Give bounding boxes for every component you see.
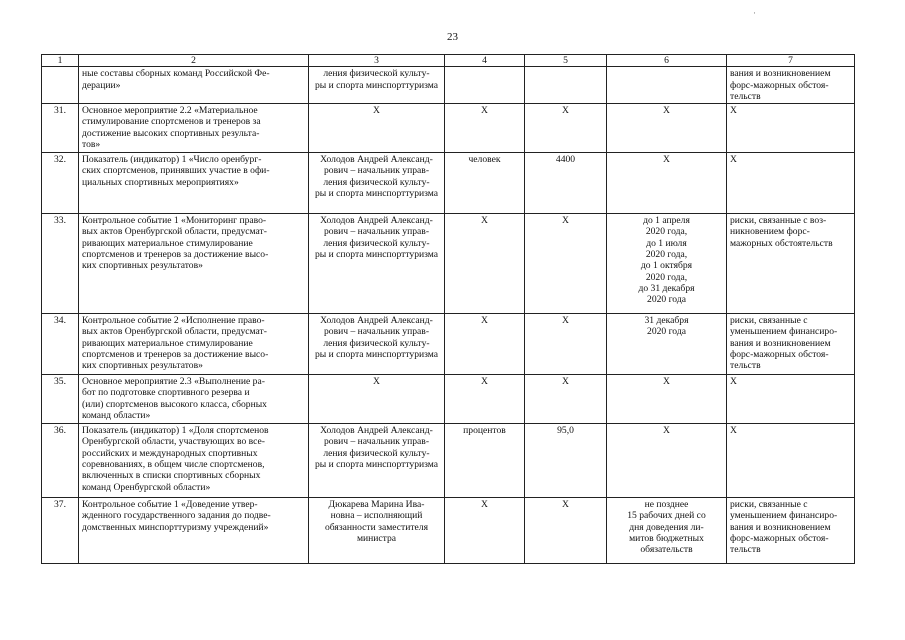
unit-of-measure: человек <box>445 153 525 214</box>
responsible-person: Дюкарева Марина Ива- новна – исполняющий обязанности заместителя министра <box>309 498 445 564</box>
table-row <box>42 104 855 153</box>
header-cell: 3 <box>309 55 445 67</box>
deadline: не позднее 15 рабочих дней со дня доведения ли- митов бюджетных обязательств <box>607 498 727 564</box>
risks: риски, связанные с уменьшением финансиро- вания и возникновением форс-мажорных обстоя- тельств <box>727 498 855 564</box>
measure-name: Показатель (индикатор) 1 «Доля спортсменов Оренбургской области, участвующих во все- российских и международных спортивных соревнованиях, в общем числе спортсменов, включенных в списки спортивных сборных команд Оренбургской области» <box>79 424 309 498</box>
responsible-person: Холодов Андрей Александ- рович – начальник управ- ления физической культу- ры и спорта минспорттуризма <box>309 153 445 214</box>
indicator-value: X <box>525 498 607 564</box>
header-cell: 7 <box>727 55 855 67</box>
responsible-person: ления физической культу- ры и спорта минспорттуризма <box>309 67 445 104</box>
table-row <box>42 314 855 375</box>
indicator-value: X <box>525 375 607 424</box>
unit-of-measure: X <box>445 314 525 375</box>
deadline: X <box>607 104 727 153</box>
indicator-value: X <box>525 104 607 153</box>
measure-name: Показатель (индикатор) 1 «Число оренбург- ских спортсменов, принявших участие в офи- циальных спортивных мероприятиях» <box>79 153 309 214</box>
deadline: X <box>607 424 727 498</box>
table-row <box>42 214 855 314</box>
corner-mark: · <box>753 8 756 18</box>
table-header-row <box>42 55 855 67</box>
measure-name: Контрольное событие 2 «Исполнение право- вых актов Оренбургской области, предусмат- ривающих материальное стимулирование спортсменов и тренеров за достижение высо- ких спортивных результатов» <box>79 314 309 375</box>
page-number: 23 <box>447 31 458 43</box>
unit-of-measure: процентов <box>445 424 525 498</box>
header-cell: 1 <box>42 55 79 67</box>
row-number: 36. <box>42 424 79 498</box>
indicator-value: 4400 <box>525 153 607 214</box>
row-number: 31. <box>42 104 79 153</box>
row-number: 33. <box>42 214 79 314</box>
measure-name: ные составы сборных команд Российской Фе- дерации» <box>79 67 309 104</box>
indicator-value: 95,0 <box>525 424 607 498</box>
deadline: до 1 апреля 2020 года, до 1 июля 2020 года, до 1 октября 2020 года, до 31 декабря 2020 года <box>607 214 727 314</box>
responsible-person: X <box>309 104 445 153</box>
unit-of-measure: X <box>445 214 525 314</box>
indicator-value: X <box>525 214 607 314</box>
deadline <box>607 67 727 104</box>
measure-name: Основное мероприятие 2.2 «Материальное стимулирование спортсменов и тренеров за достижение высоких спортивных результа- тов» <box>79 104 309 153</box>
deadline: X <box>607 375 727 424</box>
table-row <box>42 153 855 214</box>
row-number <box>42 67 79 104</box>
unit-of-measure <box>445 67 525 104</box>
table-row <box>42 375 855 424</box>
deadline: 31 декабря 2020 года <box>607 314 727 375</box>
risks: риски, связанные с воз- никновением форс- мажорных обстоятельств <box>727 214 855 314</box>
risks: X <box>727 153 855 214</box>
indicator-value: X <box>525 314 607 375</box>
row-number: 37. <box>42 498 79 564</box>
table-row <box>42 424 855 498</box>
table-row <box>42 498 855 564</box>
responsible-person: Холодов Андрей Александ- рович – начальник управ- ления физической культу- ры и спорта минспорттуризма <box>309 424 445 498</box>
row-number: 35. <box>42 375 79 424</box>
header-cell: 4 <box>445 55 525 67</box>
table-row <box>42 67 855 104</box>
measure-name: Контрольное событие 1 «Доведение утвер- жденного государственного задания до подве- домственных минспорттуризму учреждений» <box>79 498 309 564</box>
responsible-person: Холодов Андрей Александ- рович – начальник управ- ления физической культу- ры и спорта минспорттуризма <box>309 314 445 375</box>
risks: X <box>727 375 855 424</box>
measure-name: Основное мероприятие 2.3 «Выполнение ра- бот по подготовке спортивного резерва и (или) спортсменов высокого класса, сборных команд области» <box>79 375 309 424</box>
risks: X <box>727 424 855 498</box>
risks: X <box>727 104 855 153</box>
unit-of-measure: X <box>445 104 525 153</box>
risks: вания и возникновением форс-мажорных обстоя- тельств <box>727 67 855 104</box>
header-cell: 5 <box>525 55 607 67</box>
responsible-person: Холодов Андрей Александ- рович – начальник управ- ления физической культу- ры и спорта минспорттуризма <box>309 214 445 314</box>
unit-of-measure: X <box>445 498 525 564</box>
responsible-person: X <box>309 375 445 424</box>
deadline: X <box>607 153 727 214</box>
risks: риски, связанные с уменьшением финансиро- вания и возникновением форс-мажорных обстоя- тельств <box>727 314 855 375</box>
header-cell: 2 <box>79 55 309 67</box>
header-cell: 6 <box>607 55 727 67</box>
row-number: 34. <box>42 314 79 375</box>
unit-of-measure: X <box>445 375 525 424</box>
measures-table <box>41 54 855 564</box>
indicator-value <box>525 67 607 104</box>
row-number: 32. <box>42 153 79 214</box>
measure-name: Контрольное событие 1 «Мониторинг право- вых актов Оренбургской области, предусмат- ривающих материальное стимулирование спортсменов и тренеров за достижение высо- ких спортивных результатов» <box>79 214 309 314</box>
